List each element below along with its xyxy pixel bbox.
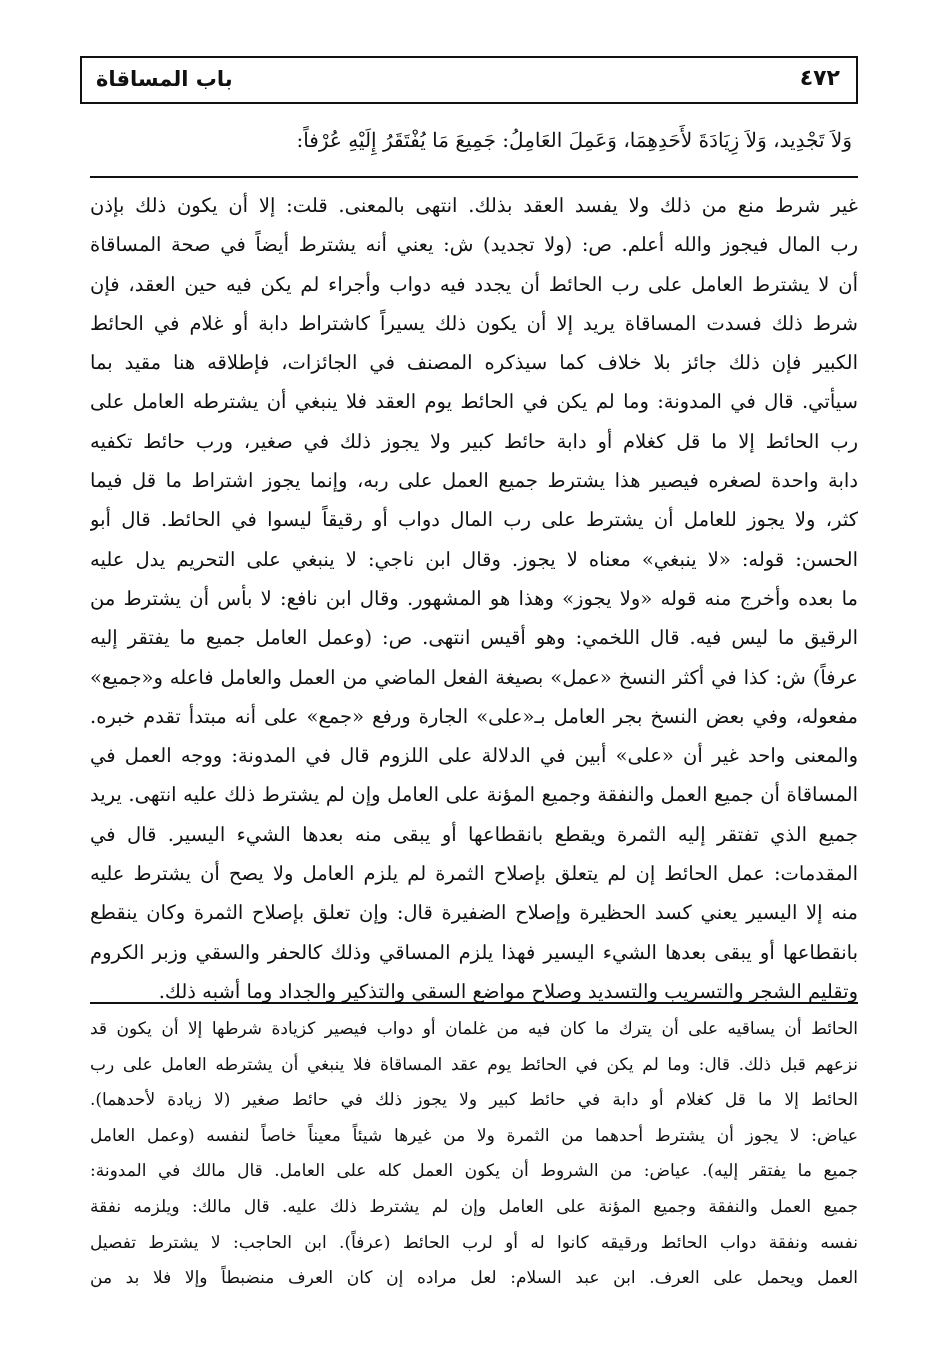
commentary-line: منه إلا اليسير يعني كسد الحظيرة وإصلاح الضفيرة قال: وإن تعلق بإصلاح الثمرة وكان ينقطع <box>90 901 858 925</box>
commentary-line: بانقطاعها أو يبقى بعدها الشيء اليسير فهذا يلزم المساقي وذلك كالحفر والسقي وزبر الكروم <box>90 940 858 964</box>
commentary-line: ما بعده وأخرج منه قوله «ولا يجوز» وهذا هو المشهور. وقال ابن نافع: لا بأس أن يشترط من <box>90 586 858 610</box>
footnote-body <box>90 1012 858 1297</box>
commentary-line: المساقاة أن جميع العمل والنفقة وجميع المؤنة على العامل وإن لم يشترط ذلك عليه انتهى. يريد <box>90 783 858 807</box>
footnote-line: جميع ما يفتقر إليه). عياض: من الشروط أن يكون العمل كله على العامل. قال مالك في المدونة: <box>90 1161 858 1182</box>
footnote-line: العمل ويحمل على العرف. ابن عبد السلام: لعل مراده إن كان العرف منضبطاً وإلا فلا بد من <box>90 1268 858 1289</box>
matn-text: وَلاَ تَجْدِيد، وَلاَ زِيَادَةَ لأَحَدِهِمَا، وَعَمِلَ العَامِلُ: جَمِيعَ مَا يُفْتَقَرُ إِلَيْهِ عُرْفاً: <box>296 128 852 152</box>
footnote-line: نزعهم قبل ذلك. قال: وما لم يكن في الحائط يوم عقد المساقاة فلا ينبغي أن يشترطه العامل على رب <box>90 1054 858 1075</box>
commentary-line: والمعنى واحد غير أن «على» أبين في الدلالة على اللزوم قال في المدونة: ووجه العمل في <box>90 744 858 768</box>
commentary-line: دابة واحدة لصغره فيصير هذا يشترط جميع العمل على ربه، وإنما يجوز اشتراط ما قل فيما <box>90 469 858 493</box>
commentary-line: الكبير فإن ذلك جائز بلا خلاف كما سيذكره المصنف في الجائزات، فإطلاقه هنا مقيد بما <box>90 351 858 375</box>
footnote-divider <box>90 1002 858 1004</box>
commentary-line: سيأتي. قال في المدونة: وما لم يكن في الحائط يوم العقد فلا ينبغي أن يشترطه العامل على <box>90 390 858 414</box>
matn-divider <box>90 176 858 178</box>
commentary-line: كثر، ولا يجوز للعامل أن يشترط على رب المال دواب أو رقيقاً ليسوا في الحائط. قال أبو <box>90 508 858 532</box>
footnote-line: الحائط أن يساقيه على أن يترك ما كان فيه من غلمان أو دواب فيصير كزيادة شرطها إلا أن يكون قد <box>90 1019 858 1039</box>
commentary-line: المقدمات: عمل الحائط إن لم يتعلق بإصلاح الثمرة لم يلزم العامل ولا يصح أن يشترط عليه <box>90 862 858 886</box>
commentary-line: شرط ذلك فسدت المساقاة يريد إلا أن يكون ذلك يسيراً كاشتراط دابة أو غلام في الحائط <box>90 311 858 335</box>
page-number: ٤٧٢ <box>799 66 840 91</box>
footnote-line: نفسه ونفقة دواب الحائط ورقيقه كانوا له أو لرب الحائط (عرفاً). ابن الحاجب: لا يشترط تفصيل <box>90 1232 858 1253</box>
commentary-line: وتقليم الشجر والتسريب والتسديد وصلاح مواضع السقي والتذكير والجداد وما أشبه ذلك. <box>158 979 858 1003</box>
commentary-body <box>90 186 858 1011</box>
commentary-line: مفعوله، وفي بعض النسخ بجر العامل بـ«على» الجارة ورفع «جمع» على أنه مبتدأ تقدم خبره. <box>90 704 858 728</box>
commentary-line: أن لا يشترط العامل على رب الحائط أن يجدد فيه دواب وأجراء لم يكن فيه حين العقد، فإن <box>90 272 858 296</box>
commentary-line: جميع الذي تفتقر إليه الثمرة ويقطع بانقطاعها أو يبقى منه بعدها الشيء اليسير. قال في <box>90 822 858 846</box>
commentary-line: رب المال فيجوز والله أعلم. ص: (ولا تجديد) ش: يعني أنه يشترط أيضاً في صحة المساقاة <box>90 233 858 257</box>
commentary-line: غير شرط منع من ذلك ولا يفسد العقد بذلك. انتهى بالمعنى. قلت: إلا أن يكون ذلك بإذن <box>90 194 858 217</box>
commentary-line: رب الحائط إلا ما قل كغلام أو دابة حائط كبير ولا يجوز ذلك في صغير، ورب حائط تكفيه <box>90 429 858 453</box>
footnote-line: جميع العمل والنفقة وجميع المؤنة على العامل وإن لم يشترط ذلك عليه. قال مالك: ويلزمه نفقة <box>90 1196 858 1217</box>
page-header <box>80 56 858 104</box>
footnote-line: عياض: لا يجوز أن يشترط أحدهما من الثمرة ولا من غيرها شيئاً معيناً خاصاً لنفسه (وعمل العامل <box>90 1125 858 1146</box>
commentary-line: الحسن: قوله: «لا ينبغي» معناه لا يجوز. وقال ابن ناجي: لا ينبغي على التحريم يدل عليه <box>90 547 858 571</box>
commentary-line: عرفاً) ش: كذا في أكثر النسخ «عمل» بصيغة الفعل الماضي من العمل والعامل فاعله و«جميع» <box>90 665 858 689</box>
chapter-title: باب المساقاة <box>96 67 233 91</box>
commentary-line: الرقيق ما ليس فيه. قال اللخمي: وهو أقيس انتهى. ص: (وعمل العامل جميع ما يفتقر إليه <box>90 626 858 650</box>
footnote-line: الحائط إلا ما قل كغلام أو دابة في حائط كبير ولا يجوز ذلك في حائط صغير (لا زيادة لأحدهما). <box>90 1090 858 1111</box>
